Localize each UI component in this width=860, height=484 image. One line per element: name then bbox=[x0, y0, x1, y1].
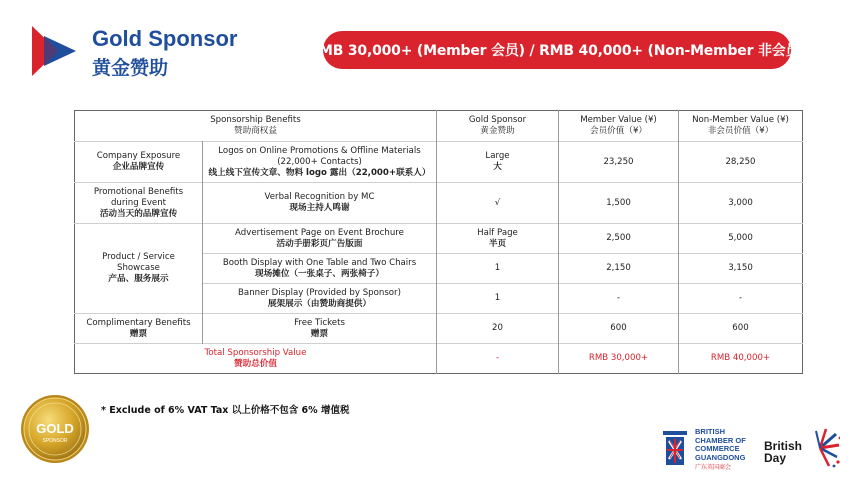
member-value-cell: 2,150 bbox=[559, 254, 679, 284]
table-row bbox=[75, 142, 803, 183]
benefit-cell: Verbal Recognition by MC 现场主持人鸣谢 bbox=[203, 183, 437, 224]
chamber-triangle-logo-icon bbox=[28, 22, 80, 80]
table-header-row bbox=[75, 111, 803, 142]
nonmember-value-cell: 5,000 bbox=[679, 224, 803, 254]
nonmember-value-cell: 600 bbox=[679, 314, 803, 344]
table-row bbox=[75, 224, 803, 254]
gold-cell: 1 bbox=[437, 254, 559, 284]
page-title-zh: 黄金赞助 bbox=[92, 57, 169, 79]
gold-sponsor-badge-icon bbox=[20, 394, 90, 464]
british-day-logo-text: British Day bbox=[764, 439, 803, 465]
total-nonmember-cell: RMB 40,000+ bbox=[679, 344, 803, 374]
nonmember-value-cell: 3,000 bbox=[679, 183, 803, 224]
table-row bbox=[75, 183, 803, 224]
member-value-cell: 600 bbox=[559, 314, 679, 344]
sponsorship-table bbox=[74, 110, 803, 374]
bccg-name: BRITISH CHAMBER OF COMMERCE GUANGDONG bbox=[695, 427, 746, 462]
total-row bbox=[75, 344, 803, 374]
total-gold-cell: - bbox=[437, 344, 559, 374]
category-cell: Promotional Benefits during Event 活动当天的品牌宣传 bbox=[75, 183, 203, 224]
price-banner: RMB 30,000+ (Member 会员) / RMB 40,000+ (Non-Member 非会员) bbox=[323, 31, 791, 69]
category-cell: Product / Service Showcase 产品、服务展示 bbox=[75, 224, 203, 314]
category-cell: Complimentary Benefits 赠票 bbox=[75, 314, 203, 344]
vat-note: * Exclude of 6% VAT Tax 以上价格不包含 6% 增值税 bbox=[101, 405, 350, 416]
member-value-cell: - bbox=[559, 284, 679, 314]
benefit-cell: Free Tickets 赠票 bbox=[203, 314, 437, 344]
bccg-name-zh: 广东英国商会 bbox=[695, 464, 732, 471]
total-member-cell: RMB 30,000+ bbox=[559, 344, 679, 374]
nonmember-value-cell: - bbox=[679, 284, 803, 314]
benefit-cell: Advertisement Page on Event Brochure 活动手册彩页广告版面 bbox=[203, 224, 437, 254]
page-title: Gold Sponsor bbox=[92, 26, 238, 51]
category-cell: Company Exposure 企业品牌宣传 bbox=[75, 142, 203, 183]
header-gold-sponsor: Gold Sponsor 黄金赞助 bbox=[437, 111, 559, 142]
gold-cell: Large 大 bbox=[437, 142, 559, 183]
badge-gold-text: GOLD bbox=[36, 421, 74, 436]
header-member-value: Member Value (¥) 会员价值（¥） bbox=[559, 111, 679, 142]
benefit-cell: Logos on Online Promotions & Offline Materials (22,000+ Contacts) 线上线下宣传文章、物料 logo 露出（22,000+联系人） bbox=[203, 142, 437, 183]
gold-cell: Half Page 半页 bbox=[437, 224, 559, 254]
total-label-cell: Total Sponsorship Value 赞助总价值 bbox=[75, 344, 437, 374]
header-benefits: Sponsorship Benefits 赞助商权益 bbox=[75, 111, 437, 142]
table-row bbox=[75, 314, 803, 344]
member-value-cell: 23,250 bbox=[559, 142, 679, 183]
gold-cell: √ bbox=[437, 183, 559, 224]
nonmember-value-cell: 28,250 bbox=[679, 142, 803, 183]
header-nonmember-value: Non-Member Value (¥) 非会员价值（¥） bbox=[692, 115, 789, 136]
gold-cell: 20 bbox=[437, 314, 559, 344]
gold-cell: 1 bbox=[437, 284, 559, 314]
benefit-cell: Booth Display with One Table and Two Chairs 现场摊位（一张桌子、两张椅子） bbox=[203, 254, 437, 284]
member-value-cell: 2,500 bbox=[559, 224, 679, 254]
nonmember-value-cell: 3,150 bbox=[679, 254, 803, 284]
member-value-cell: 1,500 bbox=[559, 183, 679, 224]
badge-sponsor-text: SPONSOR bbox=[42, 438, 68, 444]
benefit-cell: Banner Display (Provided by Sponsor) 展架展示（由赞助商提供） bbox=[203, 284, 437, 314]
